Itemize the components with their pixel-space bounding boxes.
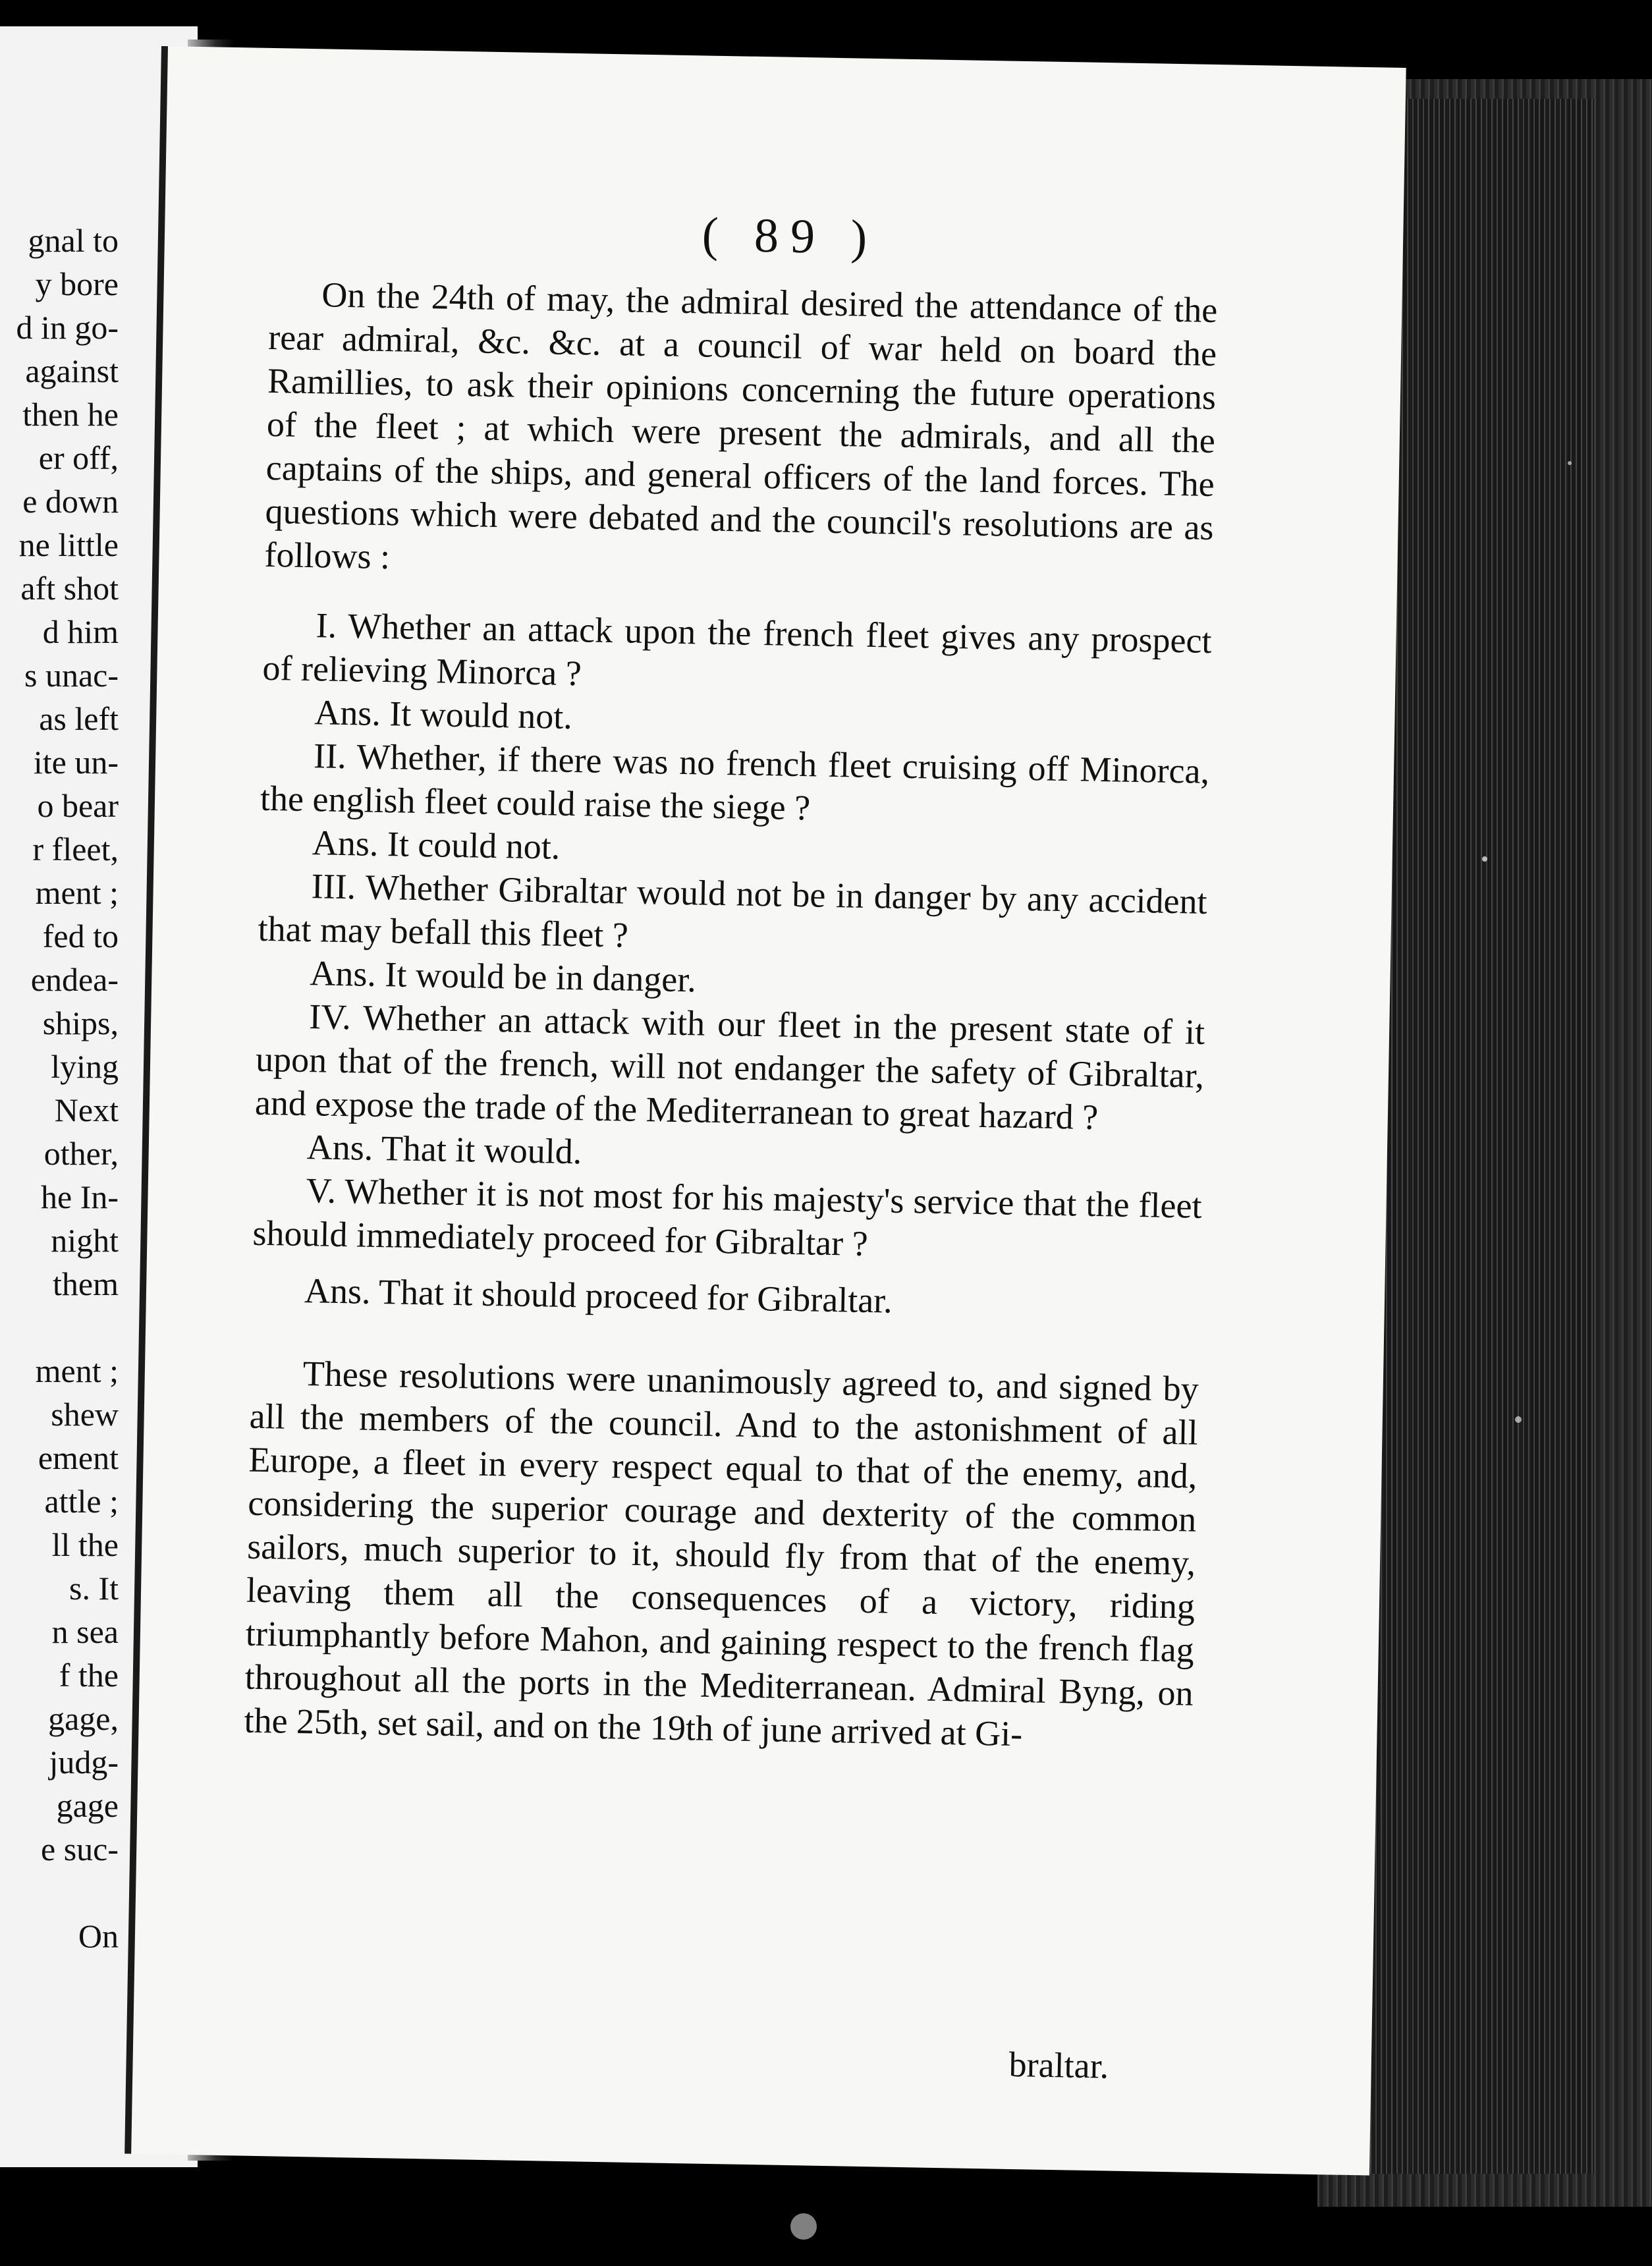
facing-page-line: Next <box>54 1092 119 1128</box>
facing-page-line: other, <box>43 1135 119 1172</box>
facing-page-line: s unac- <box>24 657 119 694</box>
facing-page-line: gnal to <box>28 222 119 259</box>
question-block <box>252 1168 1203 1328</box>
catchword: braltar. <box>1008 2044 1109 2086</box>
conclusion-paragraph: These resolutions were unanimously agreed to, and signed by all the members of the council. And to the astonishment of all Europe, a fleet in every respect equal to that of the enemy, and, considering the superior courage and dexterity of the common sailors, much superior to it, should fly from that of the enemy, leaving them all the consequences of a victory, riding triumphantly before Mahon, and gaining respect to the french flag throughout all the ports in the Mediterranean. Admiral Byng, on the 25th, set sail, and on the 19th of june arrived at Gi- <box>244 1354 1199 1754</box>
facing-page-line: aft shot <box>20 570 119 607</box>
dust-speck <box>790 2213 817 2240</box>
facing-page-line: s. It <box>69 1570 119 1607</box>
question-block <box>262 603 1212 750</box>
facing-page-line: e down <box>22 483 119 520</box>
dust-speck <box>1568 461 1572 465</box>
facing-page-line: fed to <box>42 918 119 954</box>
intro-paragraph: On the 24th of may, the admiral desired the attendance of the rear admiral, &c. &c. at a council of war held on board the Ramillies, to ask their opinions concerning the future operations of the fleet ; at which were present the admirals, and all the captains of the ships, and general officers of the land forces. The questions which were debated and the council's resolutions are as follows : <box>264 275 1218 577</box>
book-page <box>124 46 1406 2175</box>
page-number: ( 89 ) <box>702 207 879 265</box>
facing-page-line: ment ; <box>35 1352 119 1389</box>
book-page-edges-inner <box>1370 99 1594 2174</box>
facing-page-line: endea- <box>30 961 119 998</box>
facing-page-line: then he <box>22 396 119 433</box>
facing-page-line: d him <box>42 613 119 650</box>
question-block <box>257 864 1207 1010</box>
facing-page-line: er off, <box>38 439 119 476</box>
answer-5: Ans. That it should proceed for Gibraltar. <box>304 1271 893 1321</box>
facing-page-line: ment ; <box>35 874 119 911</box>
facing-page-line: f the <box>59 1657 119 1694</box>
facing-page-line: attle ; <box>44 1483 119 1520</box>
page-text <box>244 272 1218 1759</box>
facing-page-line: shew <box>51 1396 119 1433</box>
question-block <box>259 733 1209 880</box>
facing-page-line: he In- <box>41 1178 119 1215</box>
question-3: III. Whether Gibraltar would not be in danger by any accident that may befall this fleet ? <box>258 866 1208 955</box>
facing-page-line: o bear <box>37 787 119 824</box>
question-2: II. Whether, if there was no french fleet cruising off Minorca, the english fleet could raise the siege ? <box>260 736 1210 828</box>
facing-page-line: judg- <box>49 1744 119 1781</box>
facing-page-line: against <box>25 352 119 389</box>
facing-page-line: ships, <box>42 1005 119 1041</box>
facing-page-line: ement <box>38 1439 119 1476</box>
answer-1: Ans. It would not. <box>314 692 573 737</box>
question-block <box>254 994 1205 1184</box>
facing-page-line: gage <box>56 1787 119 1824</box>
dust-speck <box>1515 1416 1522 1423</box>
facing-page-line: ll the <box>51 1526 119 1563</box>
question-4: IV. Whether an attack with our fleet in the present state of it upon that of the french, will not endanger the safety of Gibraltar, and expose the trade of the Mediterranean to great hazard ? <box>254 997 1205 1138</box>
facing-page-line: lying <box>51 1048 119 1085</box>
facing-page-line: them <box>53 1265 119 1302</box>
dust-speck <box>1482 856 1487 862</box>
facing-page-line: as left <box>39 700 119 737</box>
facing-page-line: y bore <box>35 265 119 302</box>
facing-page-line: ite un- <box>33 744 119 781</box>
facing-page-line: night <box>51 1222 119 1259</box>
question-5: V. Whether it is not most for his majesty's service that the fleet should immediately proceed for Gibraltar ? <box>252 1171 1203 1263</box>
facing-page-line: n sea <box>51 1613 119 1650</box>
facing-page-line: gage, <box>48 1700 119 1737</box>
answer-2: Ans. It could not. <box>312 823 561 867</box>
answer-3: Ans. It would be in danger. <box>309 953 697 1000</box>
facing-page-line: On <box>78 1918 119 1954</box>
facing-page-line: d in go- <box>16 309 119 346</box>
answer-4: Ans. That it would. <box>306 1127 582 1172</box>
facing-page-line: r fleet, <box>32 831 119 868</box>
facing-page-line: ne little <box>18 526 119 563</box>
question-1: I. Whether an attack upon the french fleet gives any prospect of relieving Minorca ? <box>262 605 1213 694</box>
facing-page-line: e suc- <box>41 1831 119 1867</box>
